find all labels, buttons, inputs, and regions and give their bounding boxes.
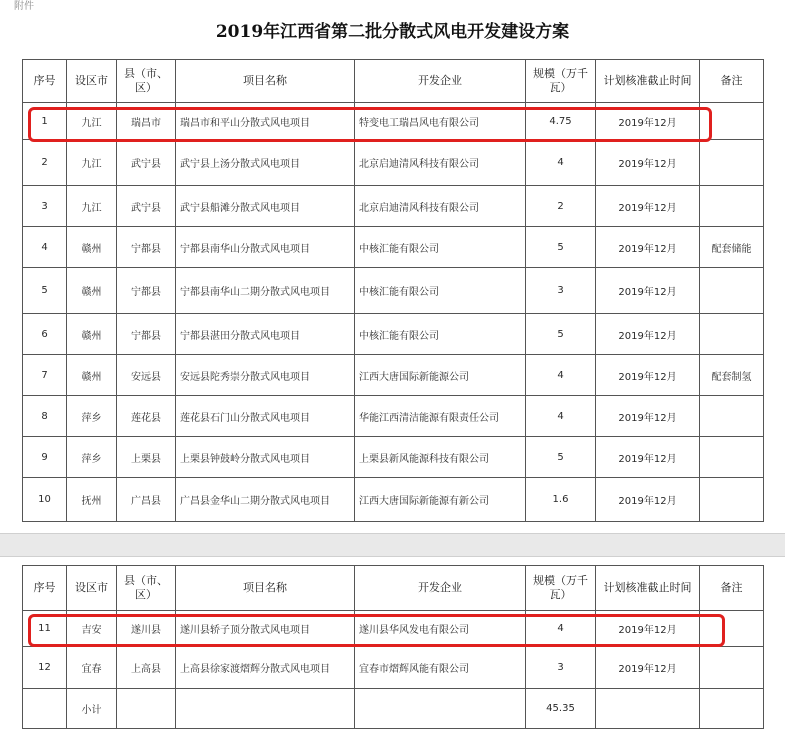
header-note: 备注 bbox=[700, 566, 764, 611]
index-cell: 3 bbox=[23, 186, 67, 227]
city-cell: 赣州 bbox=[67, 355, 117, 396]
company-cell: 北京启迪清风科技有限公司 bbox=[355, 140, 526, 186]
header-company: 开发企业 bbox=[355, 566, 526, 611]
index-cell: 4 bbox=[23, 227, 67, 268]
company-cell: 特变电工瑞昌风电有限公司 bbox=[355, 103, 526, 140]
deadline-cell: 2019年12月 bbox=[596, 611, 700, 647]
county-cell: 莲花县 bbox=[117, 396, 176, 437]
index-cell: 6 bbox=[23, 314, 67, 355]
note-cell bbox=[700, 396, 764, 437]
city-cell: 九江 bbox=[67, 140, 117, 186]
table-header-row bbox=[23, 566, 764, 611]
deadline-cell: 2019年12月 bbox=[596, 396, 700, 437]
page-title: 2019年江西省第二批分散式风电开发建设方案 bbox=[215, 22, 570, 42]
scale-cell: 4 bbox=[526, 611, 596, 647]
city-cell: 吉安 bbox=[67, 611, 117, 647]
note-cell bbox=[700, 268, 764, 314]
header-scale: 规模（万千瓦） bbox=[526, 60, 596, 103]
table-row bbox=[23, 268, 764, 314]
company-cell: 北京启迪清风科技有限公司 bbox=[355, 186, 526, 227]
scale-cell: 4 bbox=[526, 355, 596, 396]
project-name-cell: 上高县徐家渡熠辉分散式风电项目 bbox=[176, 647, 355, 689]
city-cell: 萍乡 bbox=[67, 396, 117, 437]
header-city: 设区市 bbox=[67, 60, 117, 103]
scale-cell: 4 bbox=[526, 140, 596, 186]
county-cell: 宁都县 bbox=[117, 268, 176, 314]
county-cell: 上高县 bbox=[117, 647, 176, 689]
deadline-cell: 2019年12月 bbox=[596, 140, 700, 186]
company-cell: 中核汇能有限公司 bbox=[355, 268, 526, 314]
table-row bbox=[23, 478, 764, 522]
index-cell: 1 bbox=[23, 103, 67, 140]
county-cell: 武宁县 bbox=[117, 140, 176, 186]
highlight-box-row-1 bbox=[28, 107, 712, 142]
deadline-cell: 2019年12月 bbox=[596, 103, 700, 140]
note-cell bbox=[700, 478, 764, 522]
index-cell: 9 bbox=[23, 437, 67, 478]
header-county: 县（市、区） bbox=[117, 566, 176, 611]
header-company: 开发企业 bbox=[355, 60, 526, 103]
note-cell bbox=[700, 186, 764, 227]
table-header-row bbox=[23, 60, 764, 103]
index-cell: 7 bbox=[23, 355, 67, 396]
company-cell: 宜春市熠辉风能有限公司 bbox=[355, 647, 526, 689]
city-cell: 九江 bbox=[67, 103, 117, 140]
highlight-box-row-11 bbox=[28, 614, 725, 647]
note-cell bbox=[700, 647, 764, 689]
city-cell: 赣州 bbox=[67, 268, 117, 314]
scale-cell: 5 bbox=[526, 227, 596, 268]
company-cell: 江西大唐国际新能源公司 bbox=[355, 355, 526, 396]
scale-cell: 3 bbox=[526, 268, 596, 314]
county-cell: 广昌县 bbox=[117, 478, 176, 522]
scale-cell: 2 bbox=[526, 186, 596, 227]
county-cell: 遂川县 bbox=[117, 611, 176, 647]
scale-cell: 1.6 bbox=[526, 478, 596, 522]
deadline-cell: 2019年12月 bbox=[596, 268, 700, 314]
subtotal-empty-cell bbox=[355, 689, 526, 729]
company-cell: 中核汇能有限公司 bbox=[355, 227, 526, 268]
table-row bbox=[23, 396, 764, 437]
header-city: 设区市 bbox=[67, 566, 117, 611]
county-cell: 武宁县 bbox=[117, 186, 176, 227]
table-row bbox=[23, 186, 764, 227]
table-row bbox=[23, 437, 764, 478]
deadline-cell: 2019年12月 bbox=[596, 478, 700, 522]
project-name-cell: 上栗县钟鼓岭分散式风电项目 bbox=[176, 437, 355, 478]
county-cell: 宁都县 bbox=[117, 314, 176, 355]
index-cell: 2 bbox=[23, 140, 67, 186]
header-index: 序号 bbox=[23, 566, 67, 611]
header-county: 县（市、区） bbox=[117, 60, 176, 103]
page-separator bbox=[0, 533, 785, 557]
deadline-cell: 2019年12月 bbox=[596, 186, 700, 227]
table-row bbox=[23, 227, 764, 268]
project-name-cell: 安远县陀秀崇分散式风电项目 bbox=[176, 355, 355, 396]
project-name-cell: 遂川县轿子顶分散式风电项目 bbox=[176, 611, 355, 647]
header-project: 项目名称 bbox=[176, 60, 355, 103]
project-name-cell: 莲花县石门山分散式风电项目 bbox=[176, 396, 355, 437]
project-table-page-2 bbox=[22, 565, 764, 729]
subtotal-empty-cell bbox=[596, 689, 700, 729]
deadline-cell: 2019年12月 bbox=[596, 314, 700, 355]
index-cell: 12 bbox=[23, 647, 67, 689]
deadline-cell: 2019年12月 bbox=[596, 227, 700, 268]
project-name-cell: 宁都县南华山二期分散式风电项目 bbox=[176, 268, 355, 314]
subtotal-index-cell bbox=[23, 689, 67, 729]
company-cell: 中核汇能有限公司 bbox=[355, 314, 526, 355]
subtotal-label: 小计 bbox=[67, 689, 117, 729]
deadline-cell: 2019年12月 bbox=[596, 355, 700, 396]
attachment-label: 附件 bbox=[14, 1, 34, 12]
county-cell: 安远县 bbox=[117, 355, 176, 396]
deadline-cell: 2019年12月 bbox=[596, 647, 700, 689]
subtotal-empty-cell bbox=[117, 689, 176, 729]
county-cell: 上栗县 bbox=[117, 437, 176, 478]
scale-cell: 3 bbox=[526, 647, 596, 689]
deadline-cell: 2019年12月 bbox=[596, 437, 700, 478]
company-cell: 遂川县华风发电有限公司 bbox=[355, 611, 526, 647]
company-cell: 华能江西清洁能源有限责任公司 bbox=[355, 396, 526, 437]
index-cell: 11 bbox=[23, 611, 67, 647]
note-cell bbox=[700, 437, 764, 478]
city-cell: 萍乡 bbox=[67, 437, 117, 478]
table-row bbox=[23, 355, 764, 396]
project-name-cell: 瑞昌市和平山分散式风电项目 bbox=[176, 103, 355, 140]
city-cell: 抚州 bbox=[67, 478, 117, 522]
note-cell: 配套制氢 bbox=[700, 355, 764, 396]
company-cell: 江西大唐国际新能源有新公司 bbox=[355, 478, 526, 522]
note-cell: 配套储能 bbox=[700, 227, 764, 268]
company-cell: 上栗县新风能源科技有限公司 bbox=[355, 437, 526, 478]
index-cell: 5 bbox=[23, 268, 67, 314]
table-row bbox=[23, 647, 764, 689]
table-row bbox=[23, 140, 764, 186]
header-project: 项目名称 bbox=[176, 566, 355, 611]
note-cell bbox=[700, 314, 764, 355]
subtotal-row bbox=[23, 689, 764, 729]
project-name-cell: 武宁县上汤分散式风电项目 bbox=[176, 140, 355, 186]
header-index: 序号 bbox=[23, 60, 67, 103]
scale-cell: 4.75 bbox=[526, 103, 596, 140]
project-name-cell: 广昌县金华山二期分散式风电项目 bbox=[176, 478, 355, 522]
project-name-cell: 武宁县船滩分散式风电项目 bbox=[176, 186, 355, 227]
index-cell: 8 bbox=[23, 396, 67, 437]
city-cell: 宜春 bbox=[67, 647, 117, 689]
subtotal-empty-cell bbox=[176, 689, 355, 729]
scale-cell: 4 bbox=[526, 396, 596, 437]
index-cell: 10 bbox=[23, 478, 67, 522]
subtotal-empty-cell bbox=[700, 689, 764, 729]
header-scale: 规模（万千瓦） bbox=[526, 566, 596, 611]
table-row bbox=[23, 314, 764, 355]
county-cell: 瑞昌市 bbox=[117, 103, 176, 140]
note-cell bbox=[700, 140, 764, 186]
subtotal-scale: 45.35 bbox=[526, 689, 596, 729]
city-cell: 九江 bbox=[67, 186, 117, 227]
header-note: 备注 bbox=[700, 60, 764, 103]
header-deadline: 计划核准截止时间 bbox=[596, 60, 700, 103]
project-name-cell: 宁都县南华山分散式风电项目 bbox=[176, 227, 355, 268]
scale-cell: 5 bbox=[526, 314, 596, 355]
project-name-cell: 宁都县湛田分散式风电项目 bbox=[176, 314, 355, 355]
scale-cell: 5 bbox=[526, 437, 596, 478]
county-cell: 宁都县 bbox=[117, 227, 176, 268]
city-cell: 赣州 bbox=[67, 314, 117, 355]
city-cell: 赣州 bbox=[67, 227, 117, 268]
header-deadline: 计划核准截止时间 bbox=[596, 566, 700, 611]
